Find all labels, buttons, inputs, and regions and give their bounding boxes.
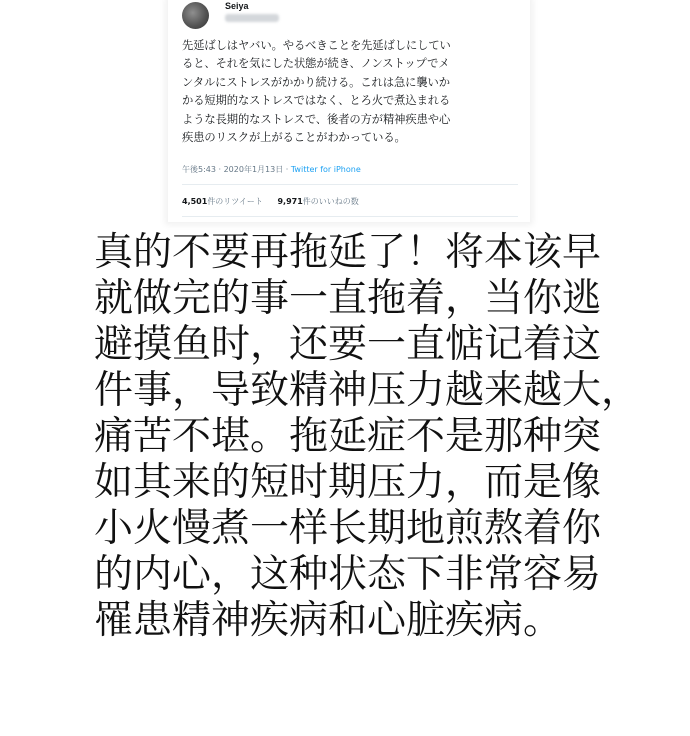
caption-line: 真的不要再拖延了！将本该早 (94, 230, 602, 275)
likes-stat[interactable] (277, 197, 358, 206)
caption-line: 小火慢煮一样长期地煎熬着你 (94, 506, 602, 551)
tweet-text-line: ンタルにストレスがかかり続ける。これは急に襲いか (182, 75, 450, 89)
caption-line: 就做完的事一直拖着，当你逃 (94, 276, 602, 321)
likes-count: 9,971 (277, 197, 303, 206)
caption-text (94, 230, 641, 644)
tweet-stats (182, 196, 371, 207)
caption-line: 痛苦不堪。拖延症不是那种突 (94, 414, 602, 459)
tweet-text (182, 37, 522, 147)
tweet-text-line: ような長期的なストレスで、後者の方が精神疾患や心 (182, 112, 451, 126)
retweets-label: 件のリツイート (207, 197, 263, 206)
author-name[interactable]: Seiya (225, 1, 249, 11)
tweet-text-line: 疾患のリスクが上がることがわかっている。 (182, 131, 406, 145)
caption-line: 件事，导致精神压力越来越大， (94, 368, 641, 413)
tweet-text-line: 先延ばしはヤバい。やるべきことを先延ばしにしてい (182, 39, 451, 52)
tweet-source-link[interactable]: Twitter for iPhone (290, 165, 361, 174)
divider (182, 216, 518, 217)
author-handle-blurred (225, 14, 279, 22)
caption-line: 如其来的短时期压力，而是像 (94, 460, 602, 505)
divider (182, 184, 518, 185)
retweets-stat[interactable] (182, 197, 263, 206)
caption-line: 罹患精神疾病和心脏疾病。 (94, 598, 563, 643)
tweet-timestamp[interactable]: 午後5:43 · 2020年1月13日 · (182, 165, 291, 174)
tweet-meta (182, 164, 361, 175)
likes-label: 件のいいねの数 (302, 197, 359, 206)
caption-line: 的内心，这种状态下非常容易 (94, 552, 602, 597)
avatar[interactable] (182, 2, 209, 29)
tweet-text-line: ると、それを気にした状態が続き、ノンストップでメ (182, 57, 450, 71)
tweet-card (168, 0, 530, 222)
caption-line: 避摸鱼时，还要一直惦记着这 (94, 322, 602, 367)
retweets-count: 4,501 (182, 197, 208, 206)
tweet-text-line: かる短期的なストレスではなく、とろ火で煮込まれる (182, 94, 451, 108)
